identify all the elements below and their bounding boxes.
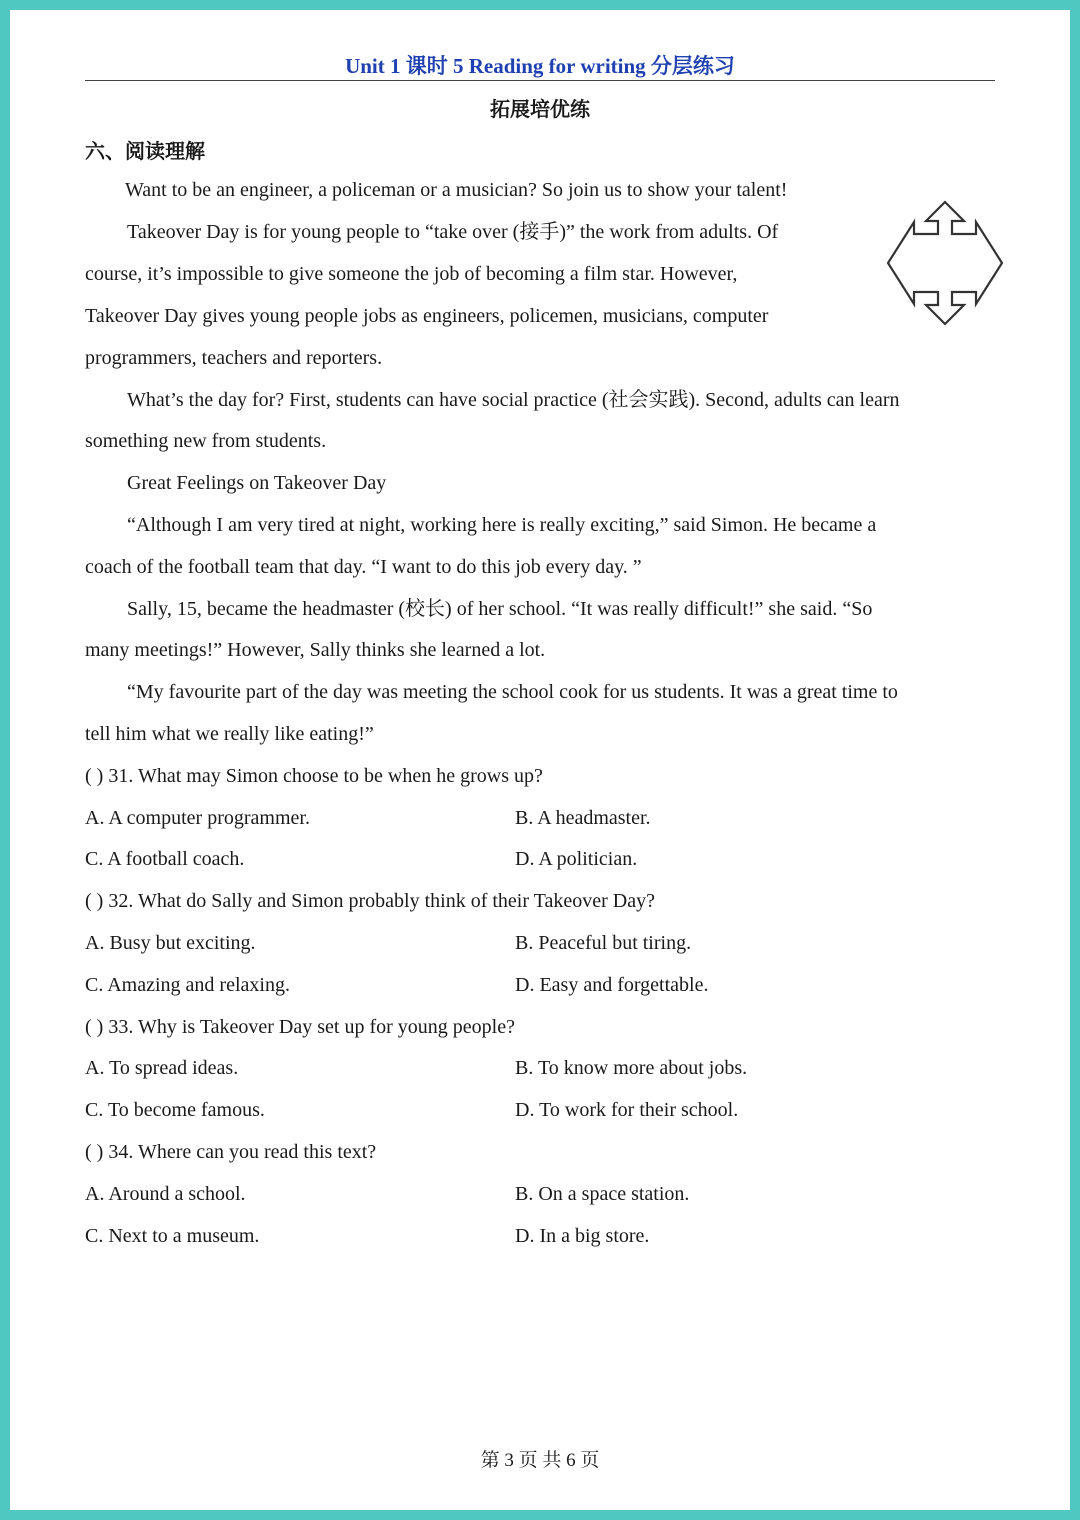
worksheet-page [10,10,1070,1510]
passage-line: Takeover Day gives young people jobs as engineers, policemen, musicians, computer [85,305,769,327]
four-way-arrow-icon [880,200,1010,326]
page-number: 第 3 页 共 6 页 [480,1450,600,1471]
option-a: A. A computer programmer. [85,807,310,829]
option-a: A. Busy but exciting. [85,932,256,954]
option-d: D. To work for their school. [515,1099,739,1121]
page-header-title: Unit 1 课时 5 Reading for writing 分层练习 [345,54,735,78]
option-d: D. Easy and forgettable. [515,974,709,996]
option-b: B. To know more about jobs. [515,1057,748,1079]
passage-line: something new from students. [85,430,327,452]
question-stem: ( ) 34. Where can you read this text? [85,1141,377,1163]
header-divider [85,80,995,81]
option-d: D. In a big store. [515,1225,650,1247]
passage-line: Sally, 15, became the headmaster (校长) of her school. “It was really difficult!” she said. “So [127,598,873,620]
passage-line: tell him what we really like eating!” [85,723,374,745]
passage-line: “Although I am very tired at night, working here is really exciting,” said Simon. He became a [127,514,877,536]
passage-line: Takeover Day is for young people to “take over (接手)” the work from adults. Of [127,221,779,243]
passage-subheading: Great Feelings on Takeover Day [127,472,387,494]
passage-line: What’s the day for? First, students can have social practice (社会实践). Second, adults can learn [127,389,900,411]
option-c: C. Next to a museum. [85,1225,260,1247]
option-c: C. A football coach. [85,848,245,870]
option-a: A. Around a school. [85,1183,246,1205]
option-b: B. A headmaster. [515,807,651,829]
option-d: D. A politician. [515,848,638,870]
option-b: B. On a space station. [515,1183,690,1205]
option-a: A. To spread ideas. [85,1057,239,1079]
passage-line: programmers, teachers and reporters. [85,347,383,369]
passage-line: “My favourite part of the day was meeting the school cook for us students. It was a great time to [127,681,898,703]
section-title: 拓展培优练 [490,99,590,121]
option-c: C. To become famous. [85,1099,265,1121]
reading-heading: 六、阅读理解 [85,141,205,163]
question-stem: ( ) 31. What may Simon choose to be when he grows up? [85,765,543,787]
passage-line: Want to be an engineer, a policeman or a musician? So join us to show your talent! [125,179,788,201]
passage-line: many meetings!” However, Sally thinks she learned a lot. [85,639,546,661]
question-stem: ( ) 33. Why is Takeover Day set up for young people? [85,1016,515,1038]
question-stem: ( ) 32. What do Sally and Simon probably think of their Takeover Day? [85,890,655,912]
passage-line: coach of the football team that day. “I want to do this job every day. ” [85,556,642,578]
option-c: C. Amazing and relaxing. [85,974,290,996]
option-b: B. Peaceful but tiring. [515,932,692,954]
passage-line: course, it’s impossible to give someone the job of becoming a film star. However, [85,263,738,285]
